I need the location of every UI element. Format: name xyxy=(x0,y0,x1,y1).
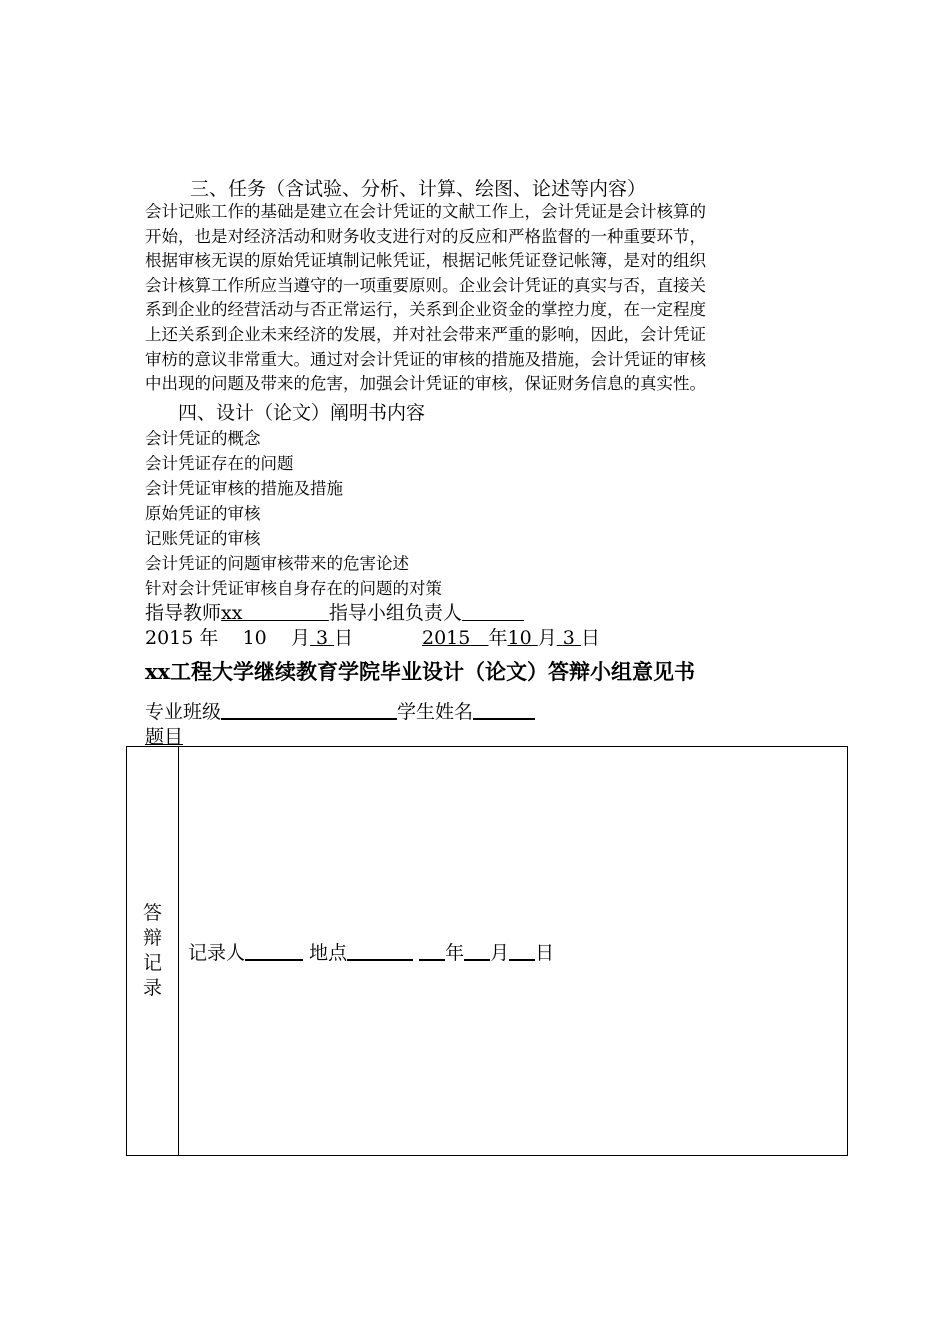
date2-year: 2015 xyxy=(422,627,471,649)
paragraph-line: 会计记账工作的基础是建立在会计凭证的文献工作上，会计凭证是会计核算的 xyxy=(145,202,706,221)
class-label: 专业班级 xyxy=(145,701,222,723)
date-line xyxy=(145,623,353,650)
paragraph-line: 会计核算工作所应当遵守的一项重要原则。企业会计凭证的真实与否，直接关 xyxy=(145,275,706,295)
toc-item: 原始凭证的审核 xyxy=(145,504,261,523)
paragraph-line: 开始，也是对经济活动和财务收支进行对的反应和严格监督的一种重要环节， xyxy=(145,226,706,246)
paragraph-line: 上还关系到企业未来经济的发展，并对社会带来严重的影响，因此，会计凭证 xyxy=(145,324,706,344)
toc-item: 记账凭证的审核 xyxy=(145,529,261,548)
student-blank xyxy=(473,699,535,720)
day-char: 日 xyxy=(535,941,555,964)
recorder-blank xyxy=(245,940,303,961)
date2-line xyxy=(422,623,600,650)
year-blank xyxy=(419,940,445,961)
date1-year: 2015 xyxy=(145,627,194,649)
defense-record-table xyxy=(126,746,848,1156)
paragraph-line: 根据审核无误的原始凭证填制记帐凭证，根据记帐凭证登记帐簿，是对的组织 xyxy=(145,251,706,271)
day-blank xyxy=(509,940,535,961)
year-char: 年 xyxy=(445,941,465,964)
group-leader-blank xyxy=(462,601,524,621)
defense-record-label: 答 辩 记 录 xyxy=(127,747,179,1156)
month-blank xyxy=(464,940,490,961)
year-char: 年 xyxy=(199,627,219,649)
toc-item: 会计凭证的问题审核带来的危害论述 xyxy=(145,554,409,573)
form-title: xx工程大学继续教育学院毕业设计（论文）答辩小组意见书 xyxy=(145,659,696,684)
date2-month: 10 xyxy=(507,627,532,649)
month-char: 月 xyxy=(490,941,510,964)
place-blank xyxy=(347,940,413,961)
group-leader-label: 指导小组负责人 xyxy=(328,602,462,624)
teacher-name: xx xyxy=(221,602,243,624)
section4-heading: 四、设计（论文）阐明书内容 xyxy=(178,402,426,424)
class-blank xyxy=(221,699,397,720)
date1-month: 10 xyxy=(242,627,267,649)
paragraph-line: 中出现的问题及带来的危害，加强会计凭证的审核，保证财务信息的真实性。 xyxy=(145,374,706,394)
paragraph-line: 系到企业的经营活动与否正常运行，关系到企业资金的掌控力度，在一定程度 xyxy=(145,300,706,320)
recorder-label: 记录人 xyxy=(188,941,246,964)
section3-heading: 三、任务（含试验、分析、计算、绘图、论述等内容） xyxy=(190,178,647,200)
day-char: 日 xyxy=(580,627,600,649)
date2-day: 3 xyxy=(562,627,575,649)
teacher-label: 指导教师 xyxy=(145,602,222,624)
toc-item: 会计凭证存在的问题 xyxy=(145,454,294,473)
toc-item: 会计凭证的概念 xyxy=(145,429,261,448)
teacher-signature-line xyxy=(145,598,524,625)
student-label: 学生姓名 xyxy=(397,701,474,723)
month-char: 月 xyxy=(290,627,310,649)
class-student-line xyxy=(145,697,535,724)
toc-item: 针对会计凭证审核自身存在的问题的对策 xyxy=(145,579,442,598)
date1-day: 3 xyxy=(316,627,329,649)
place-label: 地点 xyxy=(309,941,348,964)
topic-label: 题目 xyxy=(145,726,184,748)
toc-item: 会计凭证审核的措施及措施 xyxy=(145,479,343,498)
defense-record-content xyxy=(179,747,848,1156)
year-char: 年 xyxy=(488,627,508,649)
section3-paragraph xyxy=(145,200,815,397)
month-char: 月 xyxy=(537,627,557,649)
day-char: 日 xyxy=(334,627,354,649)
paragraph-line: 审枋的意议非常重大。通过对会计凭证的审核的措施及措施，会计凭证的审核 xyxy=(145,349,706,369)
